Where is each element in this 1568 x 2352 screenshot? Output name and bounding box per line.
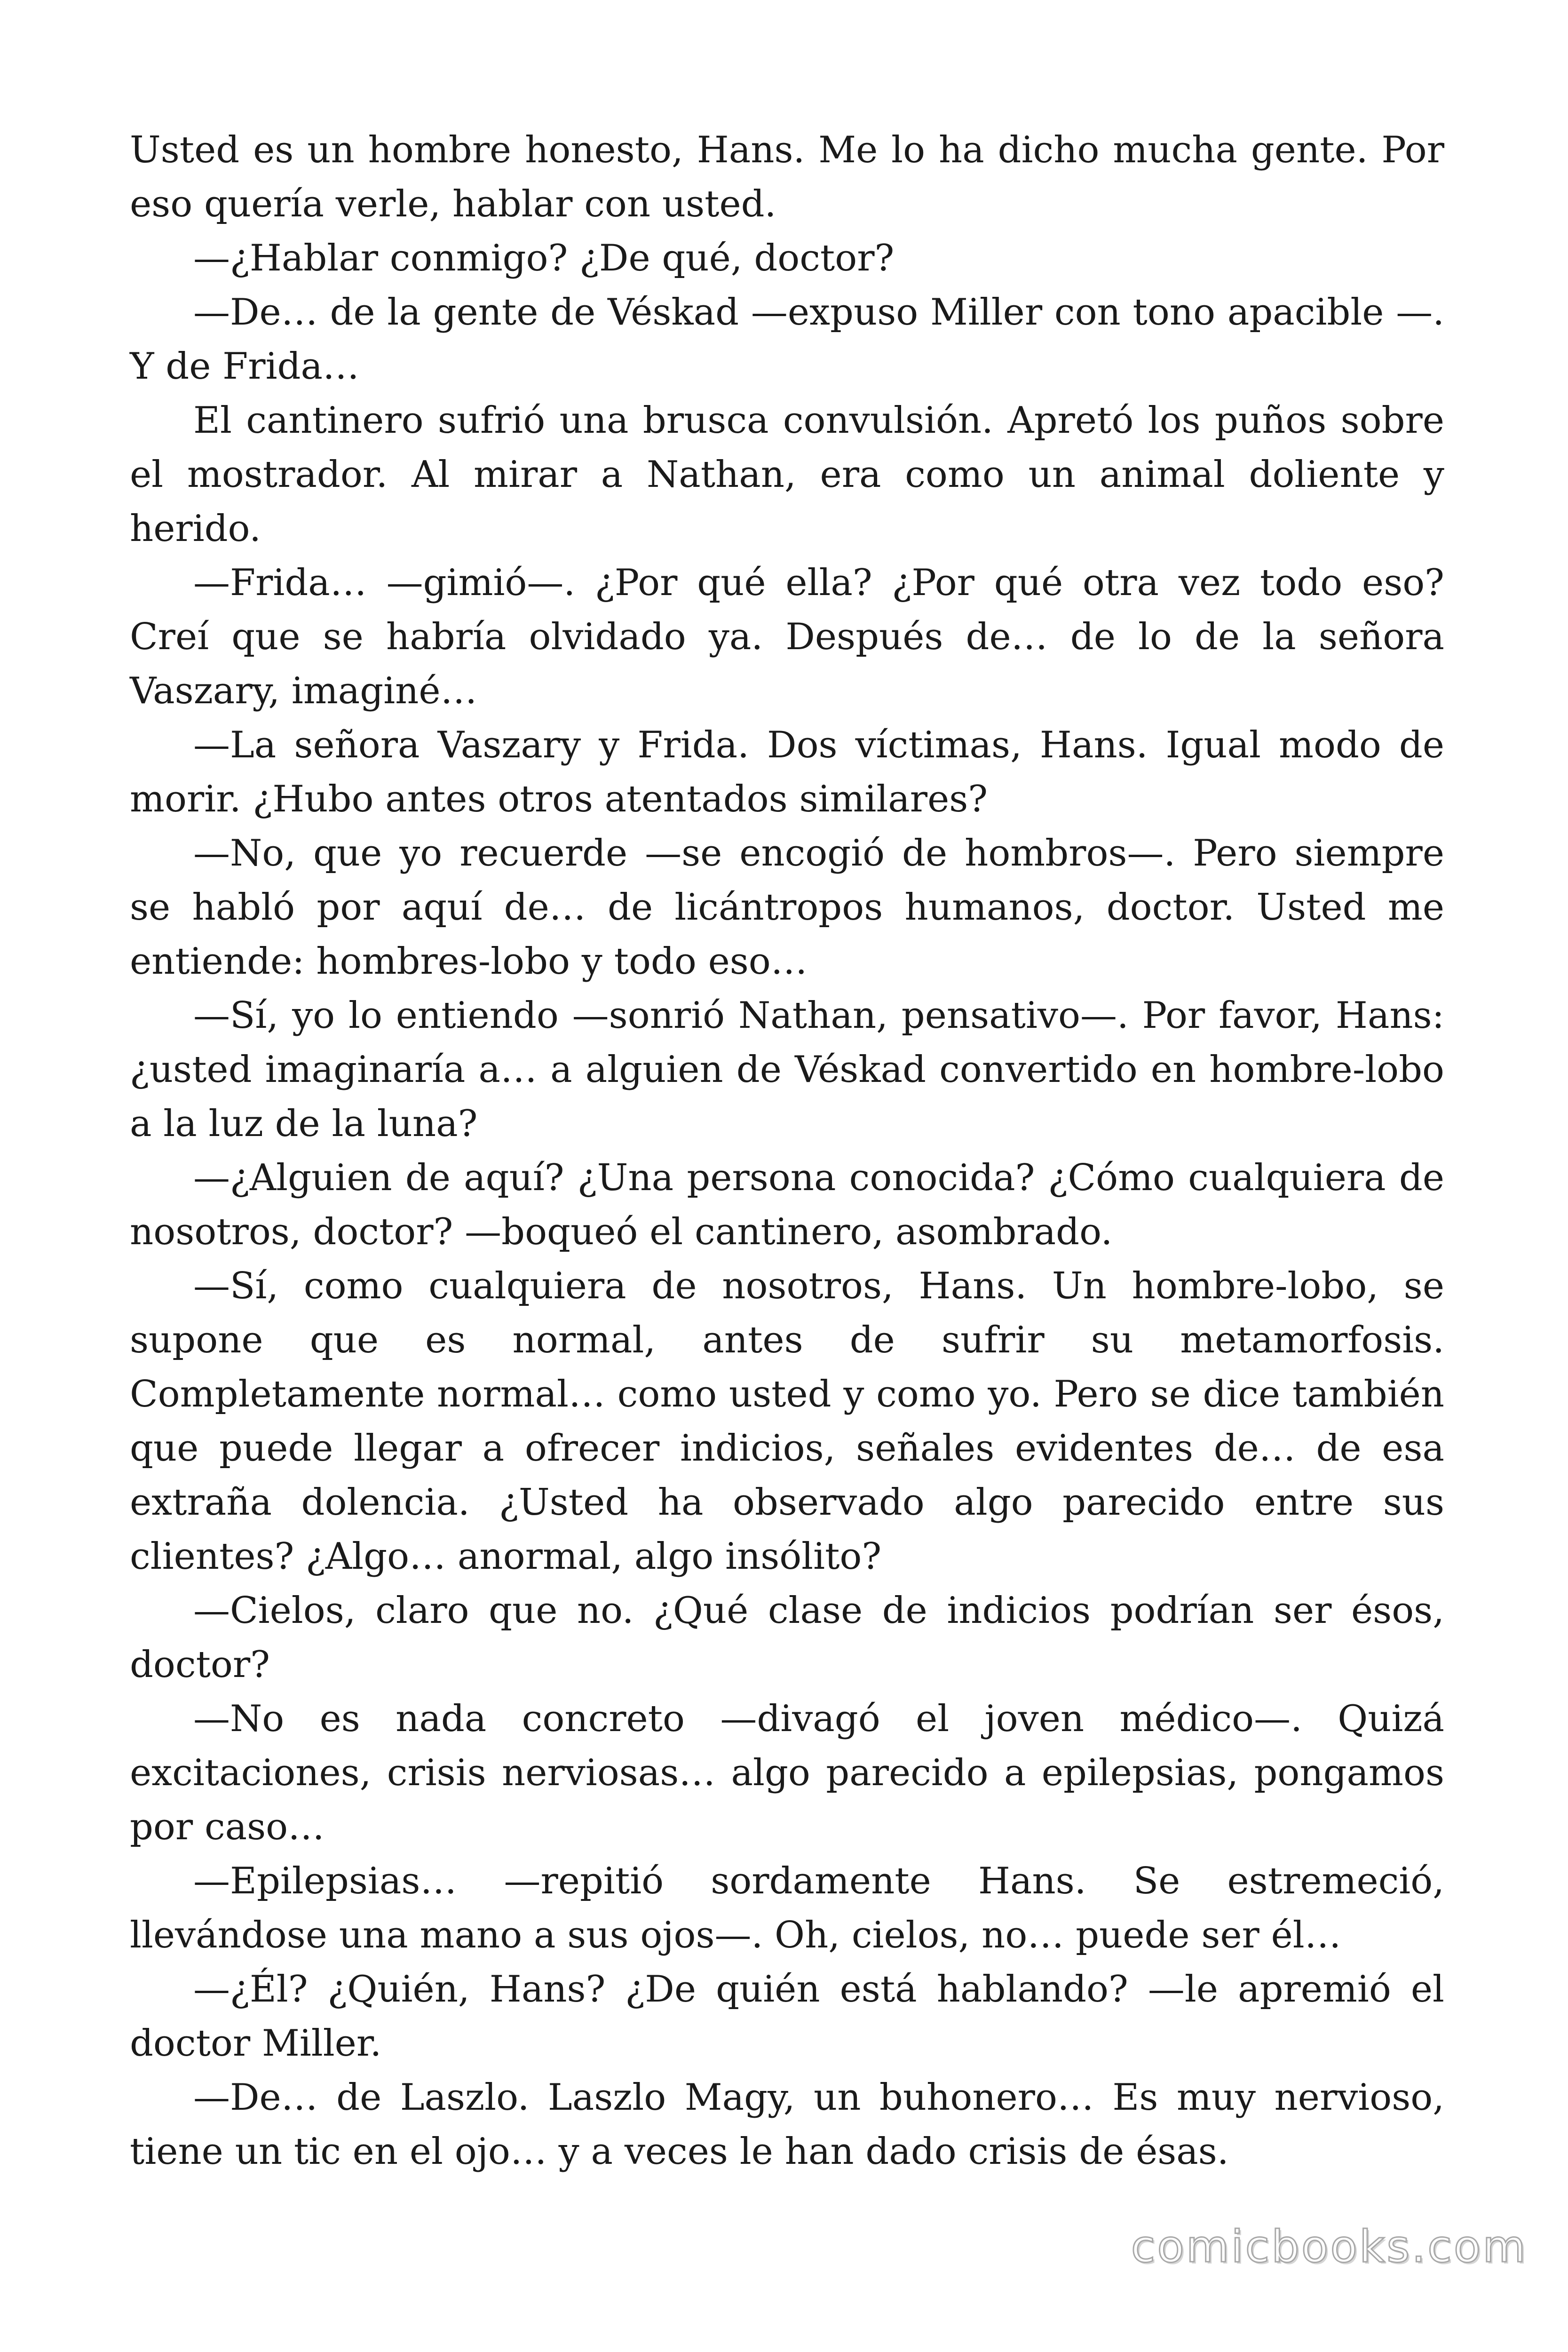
- paragraph: El cantinero sufrió una brusca convulsión. Apretó los puños sobre el mostrador. Al mirar a Nathan, era como un animal doliente y herido.: [130, 399, 1444, 550]
- paragraph: —¿Alguien de aquí? ¿Una persona conocida? ¿Cómo cualquiera de nosotros, doctor? —boqueó el cantinero, asombrado.: [130, 1157, 1444, 1253]
- paragraph: —¿Hablar conmigo? ¿De qué, doctor?: [193, 237, 895, 279]
- paragraph: —La señora Vaszary y Frida. Dos víctimas, Hans. Igual modo de morir. ¿Hubo antes otros atentados similares?: [130, 724, 1444, 820]
- paragraph: —De… de Laszlo. Laszlo Magy, un buhonero… Es muy nervioso, tiene un tic en el ojo… y a veces le han dado crisis de ésas.: [130, 2076, 1444, 2173]
- paragraph: —No es nada concreto —divagó el joven médico—. Quizá excitaciones, crisis nerviosas… algo parecido a epilepsias, pongamos por caso…: [130, 1698, 1444, 1848]
- paragraph: —No, que yo recuerde —se encogió de hombros—. Pero siempre se habló por aquí de… de licántropos humanos, doctor. Usted me entiende: hombres-lobo y todo eso…: [130, 832, 1444, 983]
- watermark: comicbooks.com: [1131, 2221, 1528, 2273]
- body-text: [130, 123, 1444, 2179]
- paragraph: —Cielos, claro que no. ¿Qué clase de indicios podrían ser ésos, doctor?: [130, 1589, 1444, 1686]
- paragraph: —Frida… —gimió—. ¿Por qué ella? ¿Por qué otra vez todo eso? Creí que se habría olvidado ya. Después de… de lo de la señora Vaszary, imaginé…: [130, 562, 1444, 712]
- paragraph: —De… de la gente de Véskad —expuso Miller con tono apacible —. Y de Frida…: [130, 291, 1444, 388]
- paragraph: —¿Él? ¿Quién, Hans? ¿De quién está hablando? —le apremió el doctor Miller.: [130, 1968, 1444, 2065]
- paragraph: Usted es un hombre honesto, Hans. Me lo ha dicho mucha gente. Por eso quería verle, hablar con usted.: [130, 129, 1444, 225]
- paragraph: —Epilepsias… —repitió sordamente Hans. Se estremeció, llevándose una mano a sus ojos—. Oh, cielos, no… puede ser él…: [130, 1860, 1444, 1956]
- paragraph: —Sí, yo lo entiendo —sonrió Nathan, pensativo—. Por favor, Hans: ¿usted imaginaría a… a alguien de Véskad convertido en hombre-lobo a la luz de la luna?: [130, 994, 1444, 1145]
- paragraph: —Sí, como cualquiera de nosotros, Hans. Un hombre-lobo, se supone que es normal, antes de sufrir su metamorfosis. Completamente normal… como usted y como yo. Pero se dice también que puede llegar a ofrecer indicios, señales evidentes de… de esa extraña dolencia. ¿Usted ha observado algo parecido entre sus clientes? ¿Algo… anormal, algo insólito?: [130, 1265, 1444, 1578]
